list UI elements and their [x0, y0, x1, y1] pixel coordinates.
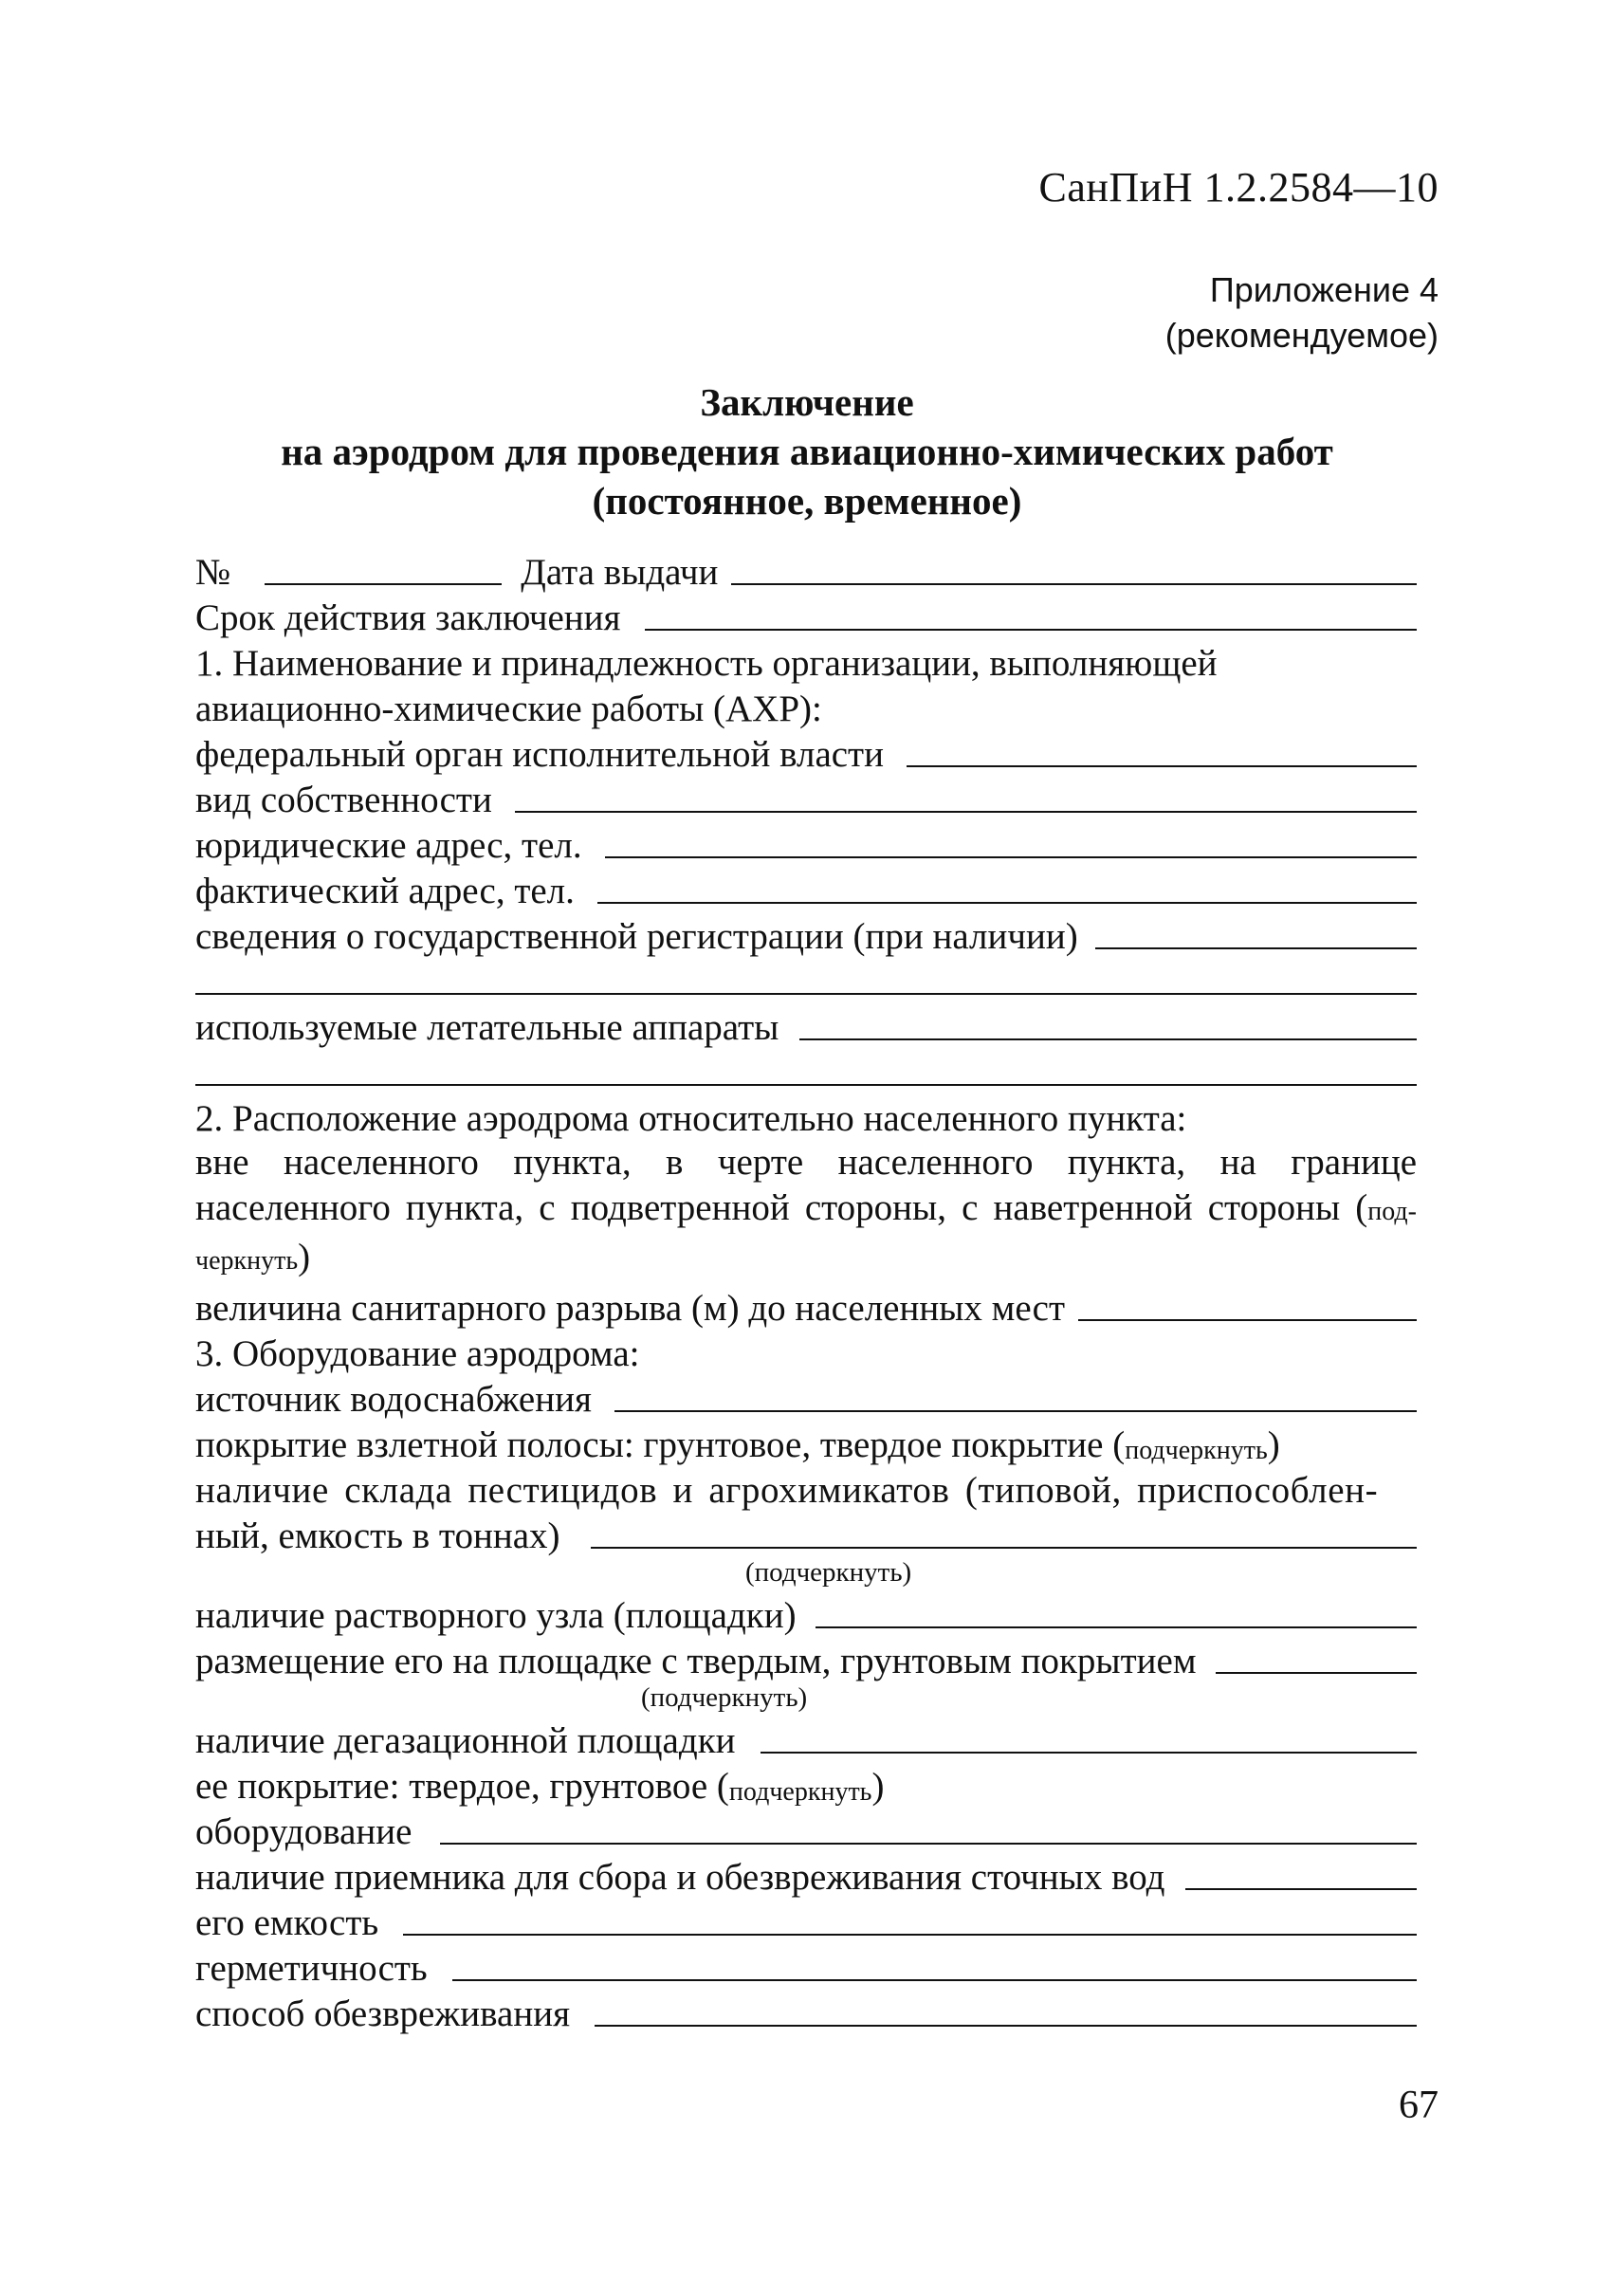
legal-address-row	[195, 821, 1417, 867]
registration-field-extra[interactable]	[195, 993, 1417, 995]
number-label: №	[195, 552, 231, 593]
issue-date-label: Дата выдачи	[521, 552, 719, 593]
placement-note: (подчеркнуть)	[641, 1682, 808, 1713]
neutralization-label: способ обезвреживания	[195, 1993, 571, 2034]
runway-label: покрытие взлетной полосы: грунтовое, твердое покрытие (	[195, 1424, 1126, 1465]
page-number: 67	[1399, 2084, 1439, 2127]
runway-close: )	[1267, 1424, 1280, 1465]
warehouse-row-2	[195, 1512, 1417, 1557]
warehouse-note: (подчеркнуть)	[745, 1557, 912, 1588]
tightness-field[interactable]	[452, 1979, 1417, 1981]
location-close: )	[298, 1237, 311, 1277]
registration-row-extra	[195, 958, 1417, 1003]
section3-heading: 3. Оборудование аэродрома:	[195, 1333, 640, 1374]
degas-row	[195, 1717, 1417, 1762]
water-source-field[interactable]	[614, 1410, 1417, 1412]
location-options-text: вне населенного пункта, в черте населенного пункта, на границе населенного пункта, с подветренной стороны, с наветренной стороны (	[195, 1142, 1417, 1228]
title-line-2: на аэродром для проведения авиационно-химических работ	[281, 430, 1333, 473]
aircraft-field[interactable]	[799, 1038, 1417, 1040]
location-note-a: под-	[1367, 1197, 1417, 1226]
coating-close: )	[871, 1766, 885, 1807]
water-source-row	[195, 1375, 1417, 1421]
warehouse-text: наличие склада пестицидов и агрохимикатов (типовой, приспособлен-	[195, 1470, 1379, 1511]
section3-heading-row	[195, 1330, 1417, 1375]
ownership-label: вид собственности	[195, 780, 492, 820]
mixing-node-label: наличие растворного узла (площадки)	[195, 1595, 797, 1636]
warehouse-field[interactable]	[591, 1547, 1418, 1549]
appendix-label-block	[1165, 267, 1439, 358]
section1-heading-cont: авиационно-химические работы (АХР):	[195, 689, 822, 729]
registration-label: сведения о государственной регистрации (при наличии)	[195, 916, 1078, 957]
coating-note: подчеркнуть	[728, 1777, 872, 1807]
capacity-row	[195, 1899, 1417, 1944]
coating-label: ее покрытие: твердое, грунтовое (	[195, 1766, 729, 1807]
sanitary-gap-row	[195, 1284, 1417, 1330]
placement-field[interactable]	[1216, 1672, 1417, 1674]
section1-heading: 1. Наименование и принадлежность организации, выполняющей	[195, 643, 1218, 684]
capacity-label: его емкость	[195, 1902, 379, 1943]
runway-row	[195, 1421, 1417, 1466]
ownership-row	[195, 776, 1417, 821]
appendix-label: Приложение 4	[1209, 270, 1439, 309]
document-title	[190, 377, 1424, 525]
mixing-node-field[interactable]	[816, 1626, 1417, 1628]
legal-address-field[interactable]	[605, 856, 1417, 858]
aircraft-row	[195, 1003, 1417, 1049]
section1-heading-line1	[195, 639, 1417, 685]
title-line-3: (постоянное, временное)	[592, 479, 1022, 523]
federal-body-row	[195, 730, 1417, 776]
section2-heading: 2. Расположение аэродрома относительно населенного пункта:	[195, 1098, 1187, 1139]
appendix-note: (рекомендуемое)	[1164, 316, 1439, 355]
warehouse-note-row	[195, 1557, 1417, 1591]
registration-field[interactable]	[1095, 947, 1417, 949]
equipment-field[interactable]	[440, 1843, 1417, 1845]
receiver-row	[195, 1853, 1417, 1899]
tightness-label: герметичность	[195, 1948, 428, 1989]
receiver-field[interactable]	[1185, 1888, 1417, 1890]
neutralization-row	[195, 1990, 1417, 2035]
number-field[interactable]	[265, 583, 502, 585]
warehouse-text-cont: ный, емкость в тоннах)	[195, 1515, 560, 1556]
placement-row	[195, 1637, 1417, 1682]
number-date-row	[195, 548, 1417, 594]
equipment-row	[195, 1808, 1417, 1853]
placement-note-row	[195, 1682, 1417, 1717]
legal-address-label: юридические адрес, тел.	[195, 825, 582, 866]
ownership-field[interactable]	[515, 811, 1417, 813]
registration-row	[195, 912, 1417, 958]
actual-address-field[interactable]	[597, 902, 1417, 904]
issue-date-field[interactable]	[731, 583, 1417, 585]
section1-heading-line2	[195, 685, 1417, 730]
validity-row	[195, 594, 1417, 639]
sanitary-gap-field[interactable]	[1078, 1319, 1417, 1321]
degas-field[interactable]	[761, 1752, 1417, 1754]
mixing-node-row	[195, 1591, 1417, 1637]
receiver-label: наличие приемника для сбора и обезвреживания сточных вод	[195, 1857, 1165, 1898]
actual-address-label: фактический адрес, тел.	[195, 871, 575, 911]
placement-label: размещение его на площадке с твердым, грунтовым покрытием	[195, 1641, 1197, 1681]
federal-body-label: федеральный орган исполнительной власти	[195, 734, 884, 775]
aircraft-row-extra	[195, 1049, 1417, 1094]
location-note-b: черкнуть	[195, 1246, 299, 1276]
sanitary-gap-label: величина санитарного разрыва (м) до населенных мест	[195, 1288, 1065, 1329]
neutralization-field[interactable]	[595, 2025, 1417, 2027]
title-line-1: Заключение	[700, 380, 914, 424]
capacity-field[interactable]	[403, 1934, 1417, 1936]
validity-field[interactable]	[645, 629, 1417, 631]
actual-address-row	[195, 867, 1417, 912]
tightness-row	[195, 1944, 1417, 1990]
water-source-label: источник водоснабжения	[195, 1379, 592, 1420]
equipment-label: оборудование	[195, 1811, 412, 1852]
aircraft-label: используемые летательные аппараты	[195, 1007, 779, 1048]
section2-heading-row	[195, 1094, 1417, 1140]
coating-row	[195, 1762, 1417, 1808]
aircraft-field-extra[interactable]	[195, 1084, 1417, 1086]
form-body	[195, 548, 1417, 2035]
location-options-paragraph	[195, 1140, 1417, 1284]
federal-body-field[interactable]	[907, 765, 1417, 767]
validity-label: Срок действия заключения	[195, 597, 621, 638]
warehouse-row-1	[195, 1466, 1417, 1512]
document-code: СанПиН 1.2.2584—10	[1038, 164, 1439, 211]
runway-note: подчеркнуть	[1125, 1436, 1268, 1465]
degas-label: наличие дегазационной площадки	[195, 1720, 736, 1761]
